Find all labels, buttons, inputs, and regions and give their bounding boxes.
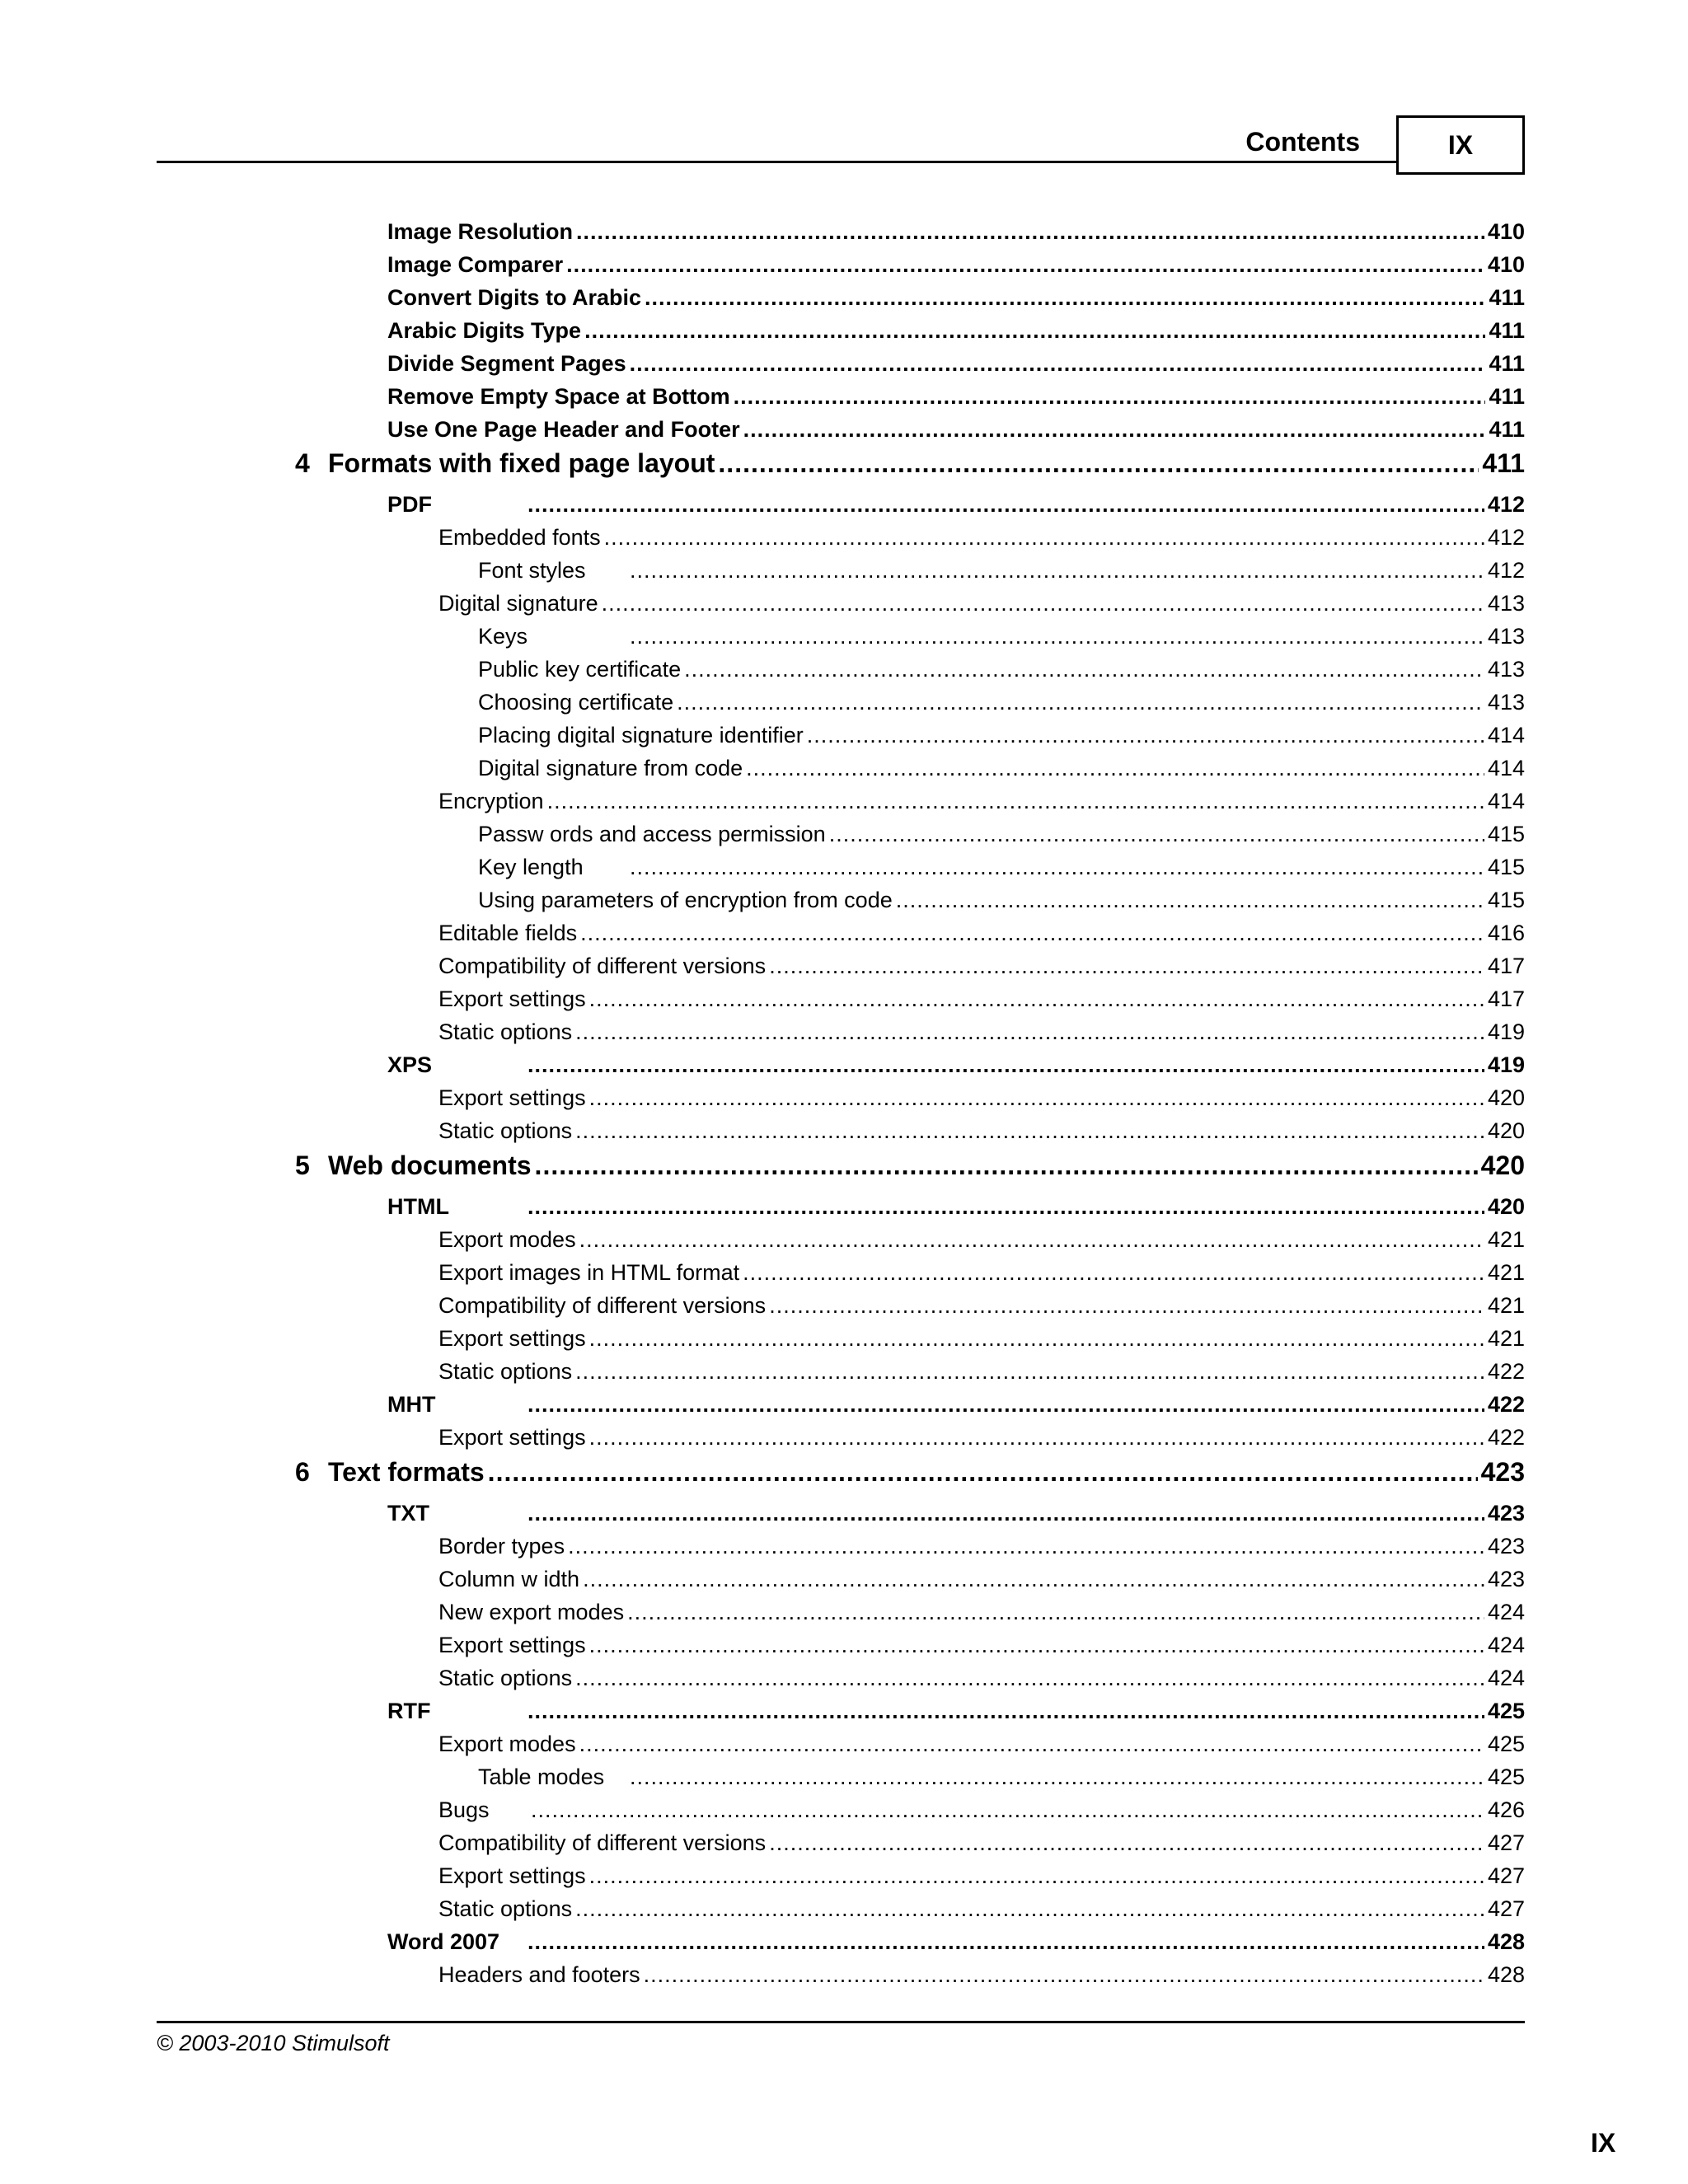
toc-entry-page: 425: [1487, 1732, 1525, 1756]
toc-leader-dots: [677, 686, 1484, 719]
toc-entry[interactable]: [387, 1497, 1525, 1530]
toc-entry[interactable]: [478, 719, 1525, 752]
toc-leader-dots: [589, 1859, 1484, 1892]
toc-entry-label: Static options: [438, 1896, 573, 1921]
toc-entry[interactable]: [438, 1793, 1525, 1826]
toc-entry-page: 410: [1487, 219, 1525, 244]
toc-entry-label: Table modes: [478, 1765, 605, 1789]
toc-leader-dots: [579, 1727, 1484, 1760]
toc-entry-label: Keys: [478, 624, 528, 649]
toc-entry-label: Key length: [478, 855, 584, 879]
toc-entry[interactable]: [387, 281, 1525, 314]
toc-chapter-number: 6: [295, 1457, 310, 1487]
toc-entry-label: Static options: [438, 1666, 573, 1690]
toc-entry-page: 421: [1487, 1227, 1525, 1252]
toc-entry-page: 412: [1487, 492, 1525, 517]
toc-entry-page: 420: [1487, 1194, 1525, 1219]
toc-chapter-label: [295, 1455, 485, 1488]
toc-entry-page: 415: [1487, 888, 1525, 912]
toc-entry[interactable]: [438, 1355, 1525, 1388]
toc-entry-page: 411: [1489, 318, 1525, 343]
toc-leader-dots: [589, 1421, 1484, 1454]
toc-entry[interactable]: [438, 1289, 1525, 1322]
toc-leader-dots: [896, 883, 1484, 916]
toc-entry-label: Export modes: [438, 1227, 576, 1252]
toc-leader-dots: [575, 1892, 1484, 1925]
toc-chapter-number: 4: [295, 448, 310, 478]
toc-entry-page: 421: [1487, 1293, 1525, 1318]
toc-leader-dots: [575, 1661, 1484, 1694]
toc-entry[interactable]: [438, 521, 1525, 554]
toc-entry-label: Export settings: [438, 1425, 586, 1450]
toc-leader-dots: [528, 1925, 1484, 1958]
toc-entry-page: 413: [1487, 657, 1525, 682]
toc-leader-dots: [644, 1958, 1484, 1991]
toc-entry-page: 413: [1487, 690, 1525, 715]
toc-entry[interactable]: [438, 949, 1525, 982]
toc-chapter-label: [295, 1149, 532, 1182]
toc-leader-dots: [630, 1760, 1484, 1793]
toc-entry-page: 421: [1487, 1326, 1525, 1351]
toc-entry-page: 427: [1487, 1863, 1525, 1888]
toc-leader-dots: [528, 1190, 1484, 1223]
toc-entry-label: Choosing certificate: [478, 690, 674, 715]
toc-entry-label: Export settings: [438, 1633, 586, 1657]
toc-entry-page: 417: [1487, 987, 1525, 1011]
toc-entry-page: 416: [1487, 921, 1525, 945]
toc-leader-dots: [769, 949, 1484, 982]
toc-leader-dots: [630, 851, 1484, 883]
toc-entry-page: 428: [1487, 1929, 1525, 1954]
toc-entry-page: 423: [1480, 1457, 1525, 1487]
toc-entry-label: Headers and footers: [438, 1962, 640, 1987]
toc-entry-page: 422: [1487, 1359, 1525, 1384]
toc-entry[interactable]: [438, 1015, 1525, 1048]
toc-leader-dots: [589, 1081, 1484, 1114]
toc-entry[interactable]: [438, 1563, 1525, 1596]
toc-entry-page: 415: [1487, 855, 1525, 879]
toc-entry-label: Remove Empty Space at Bottom: [387, 384, 730, 409]
header-page-number: IX: [1396, 115, 1525, 175]
toc-leader-dots: [684, 653, 1484, 686]
toc-entry-label: Static options: [438, 1118, 573, 1143]
toc-entry[interactable]: [478, 818, 1525, 851]
toc-entry-page: 423: [1487, 1567, 1525, 1591]
toc-entry-label: Bugs: [438, 1797, 490, 1822]
toc-entry-page: 414: [1487, 789, 1525, 813]
toc-entry-label: Using parameters of encryption from code: [478, 888, 893, 912]
toc-entry-label: Embedded fonts: [438, 525, 601, 550]
toc-entry-label: XPS: [387, 1052, 433, 1077]
toc-leader-dots: [630, 620, 1484, 653]
toc-entry-page: 412: [1487, 525, 1525, 550]
toc-entry[interactable]: [438, 916, 1525, 949]
toc-entry-page: 420: [1487, 1085, 1525, 1110]
toc-entry-page: 413: [1487, 591, 1525, 616]
toc-entry[interactable]: [387, 347, 1525, 380]
toc-entry-page: 422: [1487, 1425, 1525, 1450]
toc-leader-dots: [769, 1826, 1484, 1859]
toc-entry-label: MHT: [387, 1392, 436, 1417]
toc-leader-dots: [568, 1530, 1484, 1563]
toc-entry[interactable]: [438, 1661, 1525, 1694]
toc-entry-label: Font styles: [478, 558, 586, 583]
toc-entry[interactable]: [478, 752, 1525, 785]
toc-entry[interactable]: [438, 1081, 1525, 1114]
toc-entry-page: 413: [1487, 624, 1525, 649]
toc-entry-page: 423: [1487, 1501, 1525, 1526]
toc-entry-page: 410: [1487, 252, 1525, 277]
toc-entry[interactable]: [387, 1190, 1525, 1223]
toc-entry-label: Export settings: [438, 1085, 586, 1110]
toc-entry-label: Image Resolution: [387, 219, 574, 244]
toc-leader-dots: [528, 1048, 1484, 1081]
toc-leader-dots: [535, 1149, 1478, 1182]
toc-entry-label: Static options: [438, 1019, 573, 1044]
toc-leader-dots: [547, 785, 1484, 818]
toc-leader-dots: [604, 521, 1484, 554]
toc-entry-label: TXT: [387, 1501, 429, 1526]
toc-entry-page: 425: [1487, 1699, 1525, 1723]
toc-entry[interactable]: [387, 215, 1525, 248]
toc-entry-page: 423: [1487, 1534, 1525, 1558]
toc-chapter-title: Web documents: [328, 1151, 532, 1180]
toc-leader-dots: [769, 1289, 1484, 1322]
toc-entry[interactable]: [438, 587, 1525, 620]
toc-entry-page: 411: [1489, 384, 1525, 409]
toc-leader-dots: [718, 447, 1479, 480]
toc-entry-page: 424: [1487, 1600, 1525, 1624]
toc-entry-label: Digital signature from code: [478, 756, 743, 780]
toc-entry[interactable]: [478, 653, 1525, 686]
toc-entry-label: Export modes: [438, 1732, 576, 1756]
toc-entry-page: 426: [1487, 1797, 1525, 1822]
toc-entry-label: Export settings: [438, 1326, 586, 1351]
toc-entry-label: Arabic Digits Type: [387, 318, 582, 343]
toc-leader-dots: [528, 1497, 1484, 1530]
toc-entry[interactable]: [438, 1629, 1525, 1661]
toc-entry[interactable]: [387, 1694, 1525, 1727]
toc-entry-label: New export modes: [438, 1600, 625, 1624]
toc-entry[interactable]: [478, 1760, 1525, 1793]
toc-entry-label: Use One Page Header and Footer: [387, 417, 740, 442]
toc-entry-label: Word 2007: [387, 1929, 500, 1954]
toc-entry-page: 422: [1487, 1392, 1525, 1417]
toc-leader-dots: [589, 982, 1484, 1015]
toc-entry-page: 421: [1487, 1260, 1525, 1285]
toc-entry-label: HTML: [387, 1194, 449, 1219]
toc-leader-dots: [576, 215, 1484, 248]
toc-entry-page: 419: [1487, 1019, 1525, 1044]
footer-page-number: IX: [1591, 2128, 1616, 2158]
toc-entry-label: Image Comparer: [387, 252, 564, 277]
toc-leader-dots: [627, 1596, 1484, 1629]
toc-entry[interactable]: [387, 248, 1525, 281]
toc-leader-dots: [583, 1563, 1484, 1596]
toc-entry-page: 411: [1489, 285, 1525, 310]
toc-entry-label: Compatibility of different versions: [438, 954, 767, 978]
toc-entry-label: PDF: [387, 492, 432, 517]
toc-entry[interactable]: [438, 1114, 1525, 1147]
toc-entry-page: 427: [1487, 1896, 1525, 1921]
toc-entry[interactable]: [387, 380, 1525, 413]
toc-chapter-title: Formats with fixed page layout: [328, 448, 715, 478]
footer-copyright: © 2003-2010 Stimulsoft: [157, 2031, 390, 2055]
toc-entry[interactable]: [438, 1892, 1525, 1925]
toc-leader-dots: [528, 488, 1484, 521]
toc-entry-page: 414: [1487, 756, 1525, 780]
toc-entry-page: 419: [1487, 1052, 1525, 1077]
toc-entry[interactable]: [478, 620, 1525, 653]
toc-leader-dots: [743, 1256, 1484, 1289]
toc-chapter-entry[interactable]: [295, 1455, 1525, 1488]
toc-entry[interactable]: [387, 413, 1525, 446]
toc-entry-label: Public key certificate: [478, 657, 682, 682]
toc-chapter-label: [295, 447, 715, 480]
toc-leader-dots: [575, 1114, 1484, 1147]
toc-entry[interactable]: [438, 1223, 1525, 1256]
toc-entry-page: 411: [1489, 351, 1525, 376]
toc-leader-dots: [743, 413, 1486, 446]
toc-entry[interactable]: [478, 686, 1525, 719]
toc-leader-dots: [645, 281, 1485, 314]
toc-entry-label: Column w idth: [438, 1567, 580, 1591]
toc-entry-label: Placing digital signature identifier: [478, 723, 804, 748]
toc-entry[interactable]: [438, 1727, 1525, 1760]
toc-entry-page: 414: [1487, 723, 1525, 748]
toc-entry-label: Encryption: [438, 789, 544, 813]
toc-entry[interactable]: [387, 488, 1525, 521]
toc-entry[interactable]: [438, 1256, 1525, 1289]
toc-entry[interactable]: [438, 1958, 1525, 1991]
toc-leader-dots: [575, 1015, 1484, 1048]
toc-leader-dots: [580, 916, 1484, 949]
toc-entry-label: Convert Digits to Arabic: [387, 285, 642, 310]
toc-entry[interactable]: [387, 1925, 1525, 1958]
toc-entry-label: Editable fields: [438, 921, 578, 945]
toc-leader-dots: [589, 1629, 1484, 1661]
header-title: Contents: [1245, 127, 1360, 157]
toc-leader-dots: [589, 1322, 1484, 1355]
toc-chapter-number: 5: [295, 1151, 310, 1180]
toc-entry-label: Export settings: [438, 987, 586, 1011]
toc-entry[interactable]: [387, 1048, 1525, 1081]
toc-entry-page: 411: [1489, 417, 1525, 442]
toc-entry[interactable]: [438, 1530, 1525, 1563]
footer-rule: [157, 2021, 1525, 2023]
toc-leader-dots: [584, 314, 1485, 347]
toc-leader-dots: [566, 248, 1484, 281]
toc-leader-dots: [746, 752, 1484, 785]
toc-entry-page: 428: [1487, 1962, 1525, 1987]
toc-entry[interactable]: [438, 1826, 1525, 1859]
toc-entry[interactable]: [478, 883, 1525, 916]
toc-entry-page: 420: [1480, 1151, 1525, 1180]
toc-entry-label: Export images in HTML format: [438, 1260, 740, 1285]
toc-entry[interactable]: [438, 785, 1525, 818]
toc-entry[interactable]: [438, 982, 1525, 1015]
toc-leader-dots: [579, 1223, 1484, 1256]
toc-entry-page: 424: [1487, 1633, 1525, 1657]
toc-entry[interactable]: [387, 1388, 1525, 1421]
toc-entry-page: 412: [1487, 558, 1525, 583]
toc-entry-label: Static options: [438, 1359, 573, 1384]
toc-entry[interactable]: [478, 851, 1525, 883]
toc-leader-dots: [531, 1793, 1484, 1826]
toc-entry-label: Passw ords and access permission: [478, 822, 826, 846]
toc-leader-dots: [734, 380, 1486, 413]
toc-leader-dots: [807, 719, 1484, 752]
toc-leader-dots: [575, 1355, 1484, 1388]
toc-entry-page: 417: [1487, 954, 1525, 978]
toc-entry-label: Divide Segment Pages: [387, 351, 626, 376]
toc-entry[interactable]: [438, 1859, 1525, 1892]
toc-entry-label: Export settings: [438, 1863, 586, 1888]
toc-leader-dots: [528, 1694, 1484, 1727]
toc-leader-dots: [829, 818, 1484, 851]
toc-chapter-entry[interactable]: [295, 1149, 1525, 1182]
toc-leader-dots: [630, 554, 1484, 587]
toc-entry-label: Compatibility of different versions: [438, 1293, 767, 1318]
toc-entry-page: 425: [1487, 1765, 1525, 1789]
toc-leader-dots: [630, 347, 1486, 380]
toc-entry[interactable]: [438, 1322, 1525, 1355]
toc-entry-page: 411: [1482, 448, 1525, 478]
toc-entry-page: 415: [1487, 822, 1525, 846]
toc-chapter-title: Text formats: [328, 1457, 485, 1487]
toc-entry-label: Compatibility of different versions: [438, 1830, 767, 1855]
toc-entry-label: Digital signature: [438, 591, 598, 616]
toc-entry[interactable]: [438, 1596, 1525, 1629]
toc-chapter-entry[interactable]: [295, 447, 1525, 480]
toc-entry-page: 424: [1487, 1666, 1525, 1690]
toc-entry-page: 420: [1487, 1118, 1525, 1143]
toc-entry-label: Border types: [438, 1534, 565, 1558]
toc-leader-dots: [528, 1388, 1484, 1421]
toc-entry[interactable]: [478, 554, 1525, 587]
toc-entry-label: RTF: [387, 1699, 431, 1723]
toc-entry[interactable]: [387, 314, 1525, 347]
toc-leader-dots: [488, 1455, 1478, 1488]
toc-entry[interactable]: [438, 1421, 1525, 1454]
toc-leader-dots: [602, 587, 1484, 620]
toc-entry-page: 427: [1487, 1830, 1525, 1855]
